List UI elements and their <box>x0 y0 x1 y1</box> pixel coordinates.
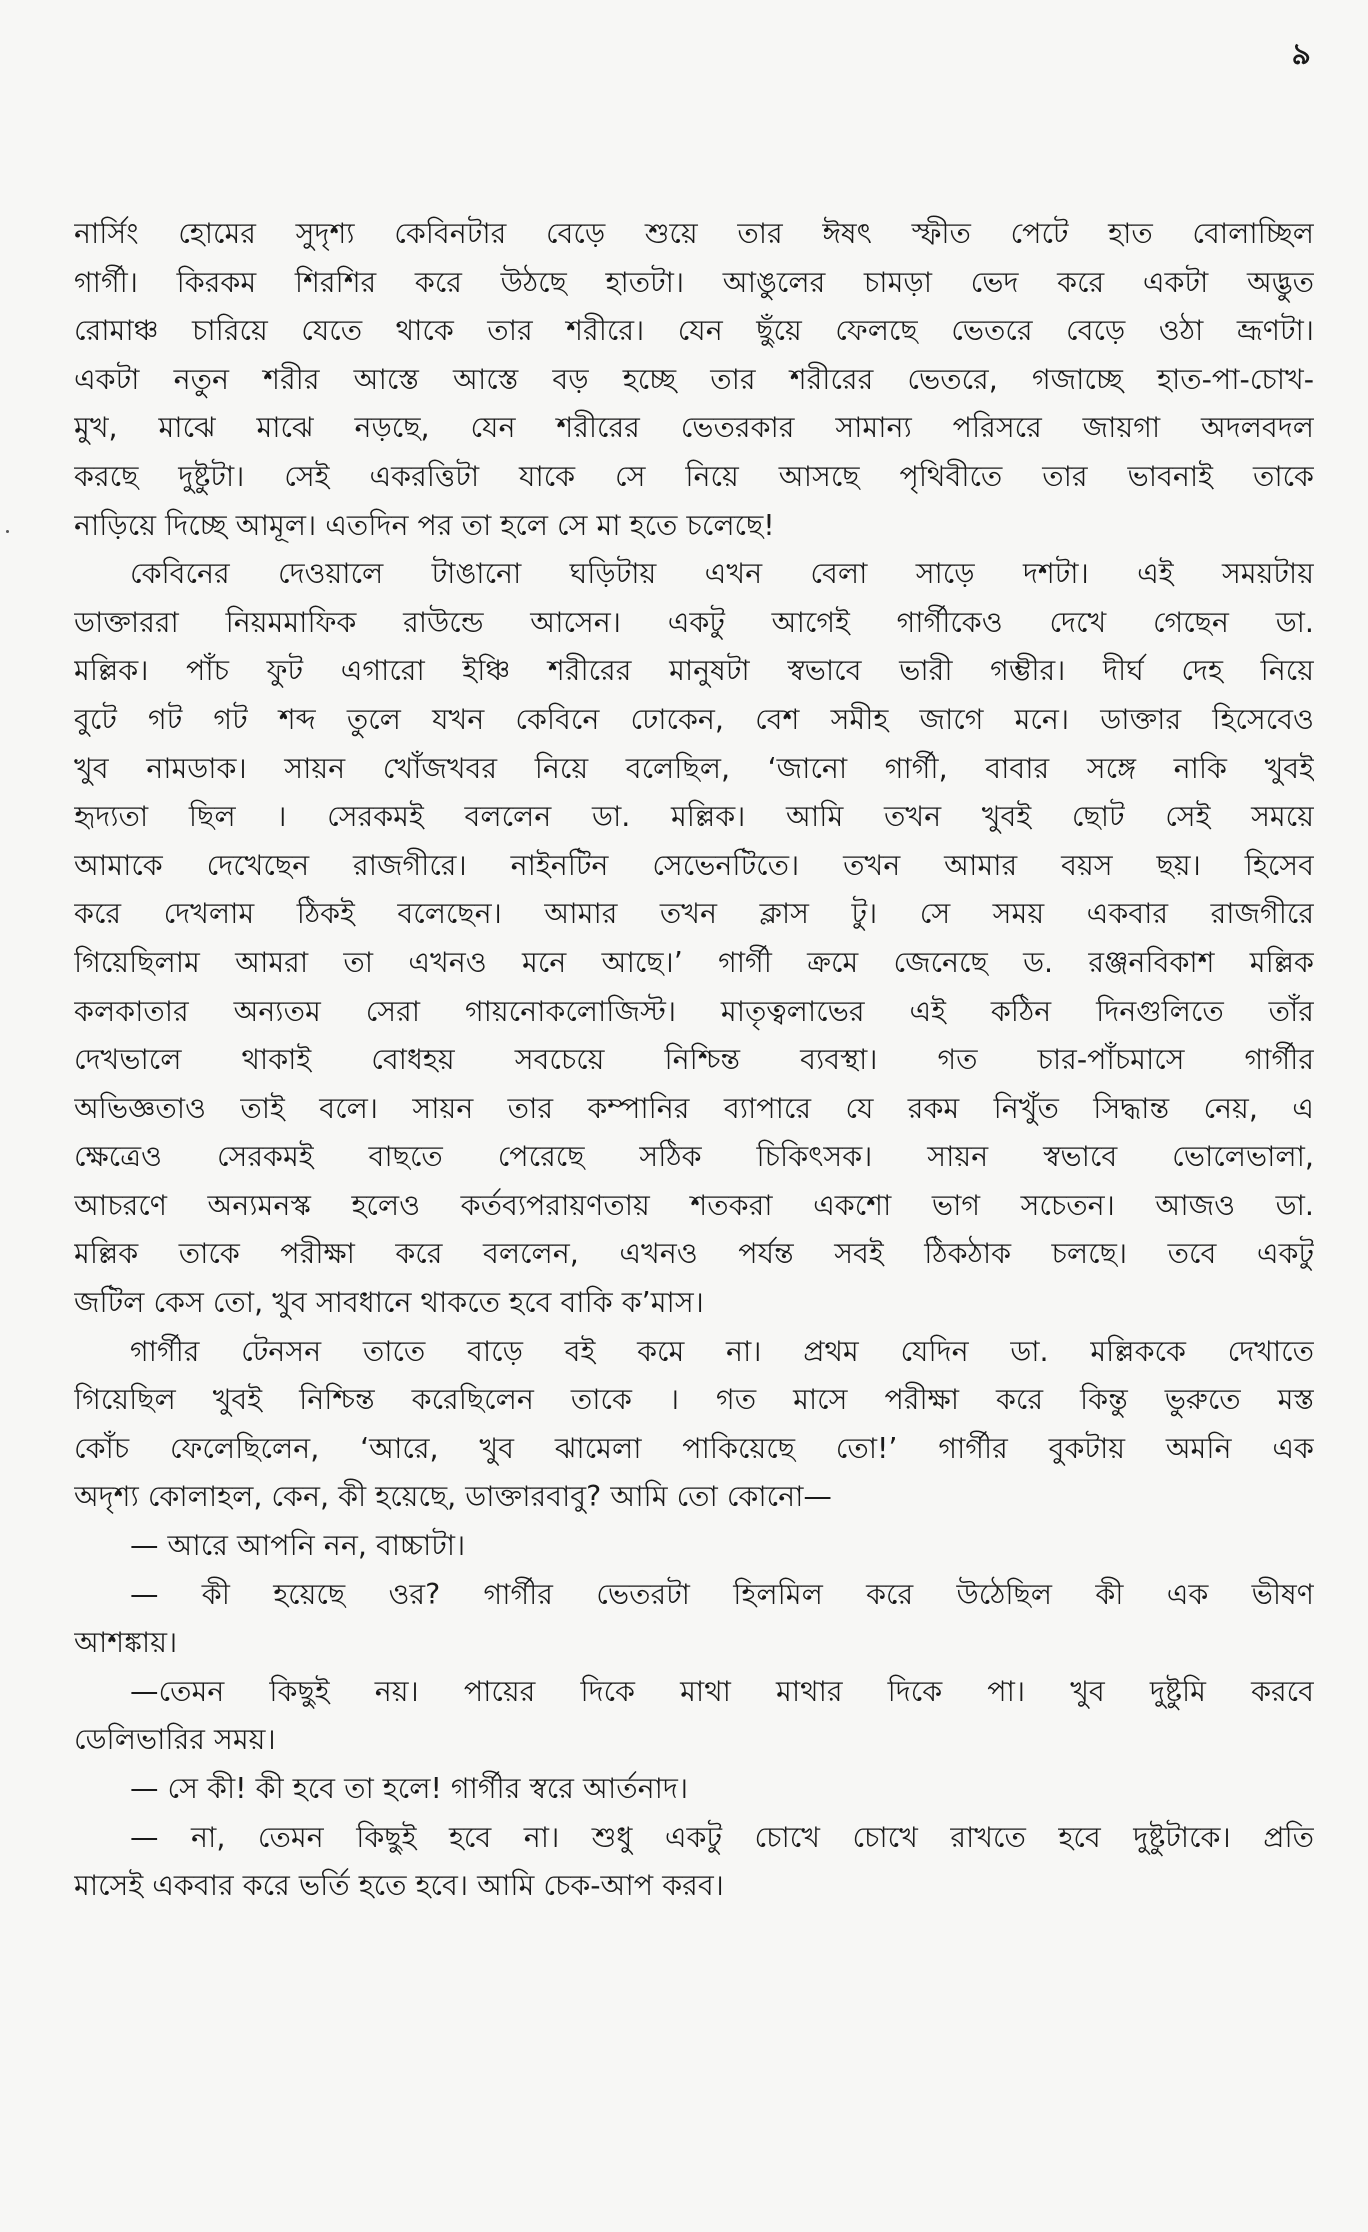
text-line: গার্গী। কিরকম শিরশির করে উঠছে হাতটা। আঙুলের চামড়া ভেদ করে একটা অদ্ভুত <box>74 265 1314 299</box>
text-line: — না, তেমন কিছুই হবে না। শুধু একটু চোখে চোখে রাখতে হবে দুষ্টুটাকে। প্রতি <box>130 1820 1314 1854</box>
text-line: মাসেই একবার করে ভর্তি হতে হবে। আমি চেক-আপ করব। <box>74 1869 724 1903</box>
text-line: — আরে আপনি নন, বাচ্চাটা। <box>130 1529 466 1563</box>
text-line: একটা নতুন শরীর আস্তে আস্তে বড় হচ্ছে তার শরীরের ভেতরে, গজাচ্ছে হাত-পা-চোখ- <box>74 362 1314 396</box>
text-line: আমাকে দেখেছেন রাজগীরে। নাইনটিন সেভেনটিতে। তখন আমার বয়স ছয়। হিসেব <box>74 848 1314 882</box>
text-line: ডাক্তাররা নিয়মমাফিক রাউন্ডে আসেন। একটু আগেই গার্গীকেও দেখে গেছেন ডা. <box>74 605 1314 639</box>
text-line: করছে দুষ্টুটা। সেই একরত্তিটা যাকে সে নিয়ে আসছে পৃথিবীতে তার ভাবনাই তাকে <box>74 459 1314 493</box>
text-line: — সে কী! কী হবে তা হলে! গার্গীর স্বরে আর্তনাদ। <box>130 1772 689 1805</box>
text-line: নাড়িয়ে দিচ্ছে আমূল। এতদিন পর তা হলে সে মা হতে চলেছে! <box>74 508 775 542</box>
page-number: ৯ <box>1291 37 1312 72</box>
text-line: কলকাতার অন্যতম সেরা গায়নোকলোজিস্ট। মাতৃত্বলাভের এই কঠিন দিনগুলিতে তাঁর <box>74 994 1314 1028</box>
text-line: আচরণে অন্যমনস্ক হলেও কর্তব্যপরায়ণতায় শতকরা একশো ভাগ সচেতন। আজও ডা. <box>74 1188 1314 1222</box>
text-line: অভিজ্ঞতাও তাই বলে। সায়ন তার কম্পানির ব্যাপারে যে রকম নিখুঁত সিদ্ধান্ত নেয়, এ <box>74 1091 1314 1125</box>
text-line: ডেলিভারির সময়। <box>74 1723 276 1757</box>
text-line: মুখ, মাঝে মাঝে নড়ছে, যেন শরীরের ভেতরকার সামান্য পরিসরে জায়গা অদলবদল <box>74 411 1314 445</box>
text-line: হৃদ্যতা ছিল । সেরকমই বললেন ডা. মল্লিক। আমি তখন খুবই ছোট সেই সময়ে <box>74 800 1314 834</box>
scan-speck <box>6 530 9 533</box>
text-line: গার্গীর টেনসন তাতে বাড়ে বই কমে না। প্রথম যেদিন ডা. মল্লিককে দেখাতে <box>130 1334 1314 1368</box>
text-line: মল্লিক তাকে পরীক্ষা করে বললেন, এখনও পর্যন্ত সবই ঠিকঠাক চলছে। তবে একটু <box>74 1237 1314 1271</box>
text-line: অদৃশ্য কোলাহল, কেন, কী হয়েছে, ডাক্তারবাবু? আমি তো কোনো— <box>74 1480 832 1514</box>
text-line: গিয়েছিল খুবই নিশ্চিন্ত করেছিলেন তাকে । গত মাসে পরীক্ষা করে কিন্তু ভুরুতে মস্ত <box>74 1383 1314 1417</box>
text-line: আশঙ্কায়। <box>74 1626 178 1660</box>
text-line: নার্সিং হোমের সুদৃশ্য কেবিনটার বেড়ে শুয়ে তার ঈষৎ স্ফীত পেটে হাত বোলাচ্ছিল <box>74 217 1314 250</box>
text-line: ক্ষেত্রেও সেরকমই বাছতে পেরেছে সঠিক চিকিৎসক। সায়ন স্বভাবে ভোলেভালা, <box>74 1140 1314 1174</box>
text-line: — কী হয়েছে ওর? গার্গীর ভেতরটা হিলমিল করে উঠেছিল কী এক ভীষণ <box>130 1577 1314 1611</box>
text-line: জটিল কেস তো, খুব সাবধানে থাকতে হবে বাকি ক’মাস। <box>74 1286 704 1320</box>
text-line: বুটে গট গট শব্দ তুলে যখন কেবিনে ঢোকেন, বেশ সমীহ জাগে মনে। ডাক্তার হিসেবেও <box>74 702 1314 736</box>
text-line: মল্লিক। পাঁচ ফুট এগারো ইঞ্চি শরীরের মানুষটা স্বভাবে ভারী গম্ভীর। দীর্ঘ দেহ নিয়ে <box>74 654 1314 688</box>
text-line: গিয়েছিলাম আমরা তা এখনও মনে আছে।’ গার্গী ক্রমে জেনেছে ড. রঞ্জনবিকাশ মল্লিক <box>74 945 1314 979</box>
text-line: কেবিনের দেওয়ালে টাঙানো ঘড়িটায় এখন বেলা সাড়ে দশটা। এই সময়টায় <box>130 557 1314 591</box>
text-line: খুব নামডাক। সায়ন খোঁজখবর নিয়ে বলেছিল, ‘জানো গার্গী, বাবার সঙ্গে নাকি খুবই <box>74 751 1314 785</box>
text-line: কোঁচ ফেলেছিলেন, ‘আরে, খুব ঝামেলা পাকিয়েছে তো!’ গার্গীর বুকটায় অমনি এক <box>74 1431 1314 1465</box>
text-line: করে দেখলাম ঠিকই বলেছেন। আমার তখন ক্লাস টু। সে সময় একবার রাজগীরে <box>74 897 1314 931</box>
text-line: —তেমন কিছুই নয়। পায়ের দিকে মাথা মাথার দিকে পা। খুব দুষ্টুমি করবে <box>130 1674 1314 1708</box>
text-line: রোমাঞ্চ চারিয়ে যেতে থাকে তার শরীরে। যেন ছুঁয়ে ফেলছে ভেতরে বেড়ে ওঠা ভ্রূণটা। <box>74 314 1314 348</box>
text-line: দেখভালে থাকাই বোধহয় সবচেয়ে নিশ্চিন্ত ব্যবস্থা। গত চার-পাঁচমাসে গার্গীর <box>74 1043 1314 1077</box>
body-text <box>74 210 1314 1911</box>
